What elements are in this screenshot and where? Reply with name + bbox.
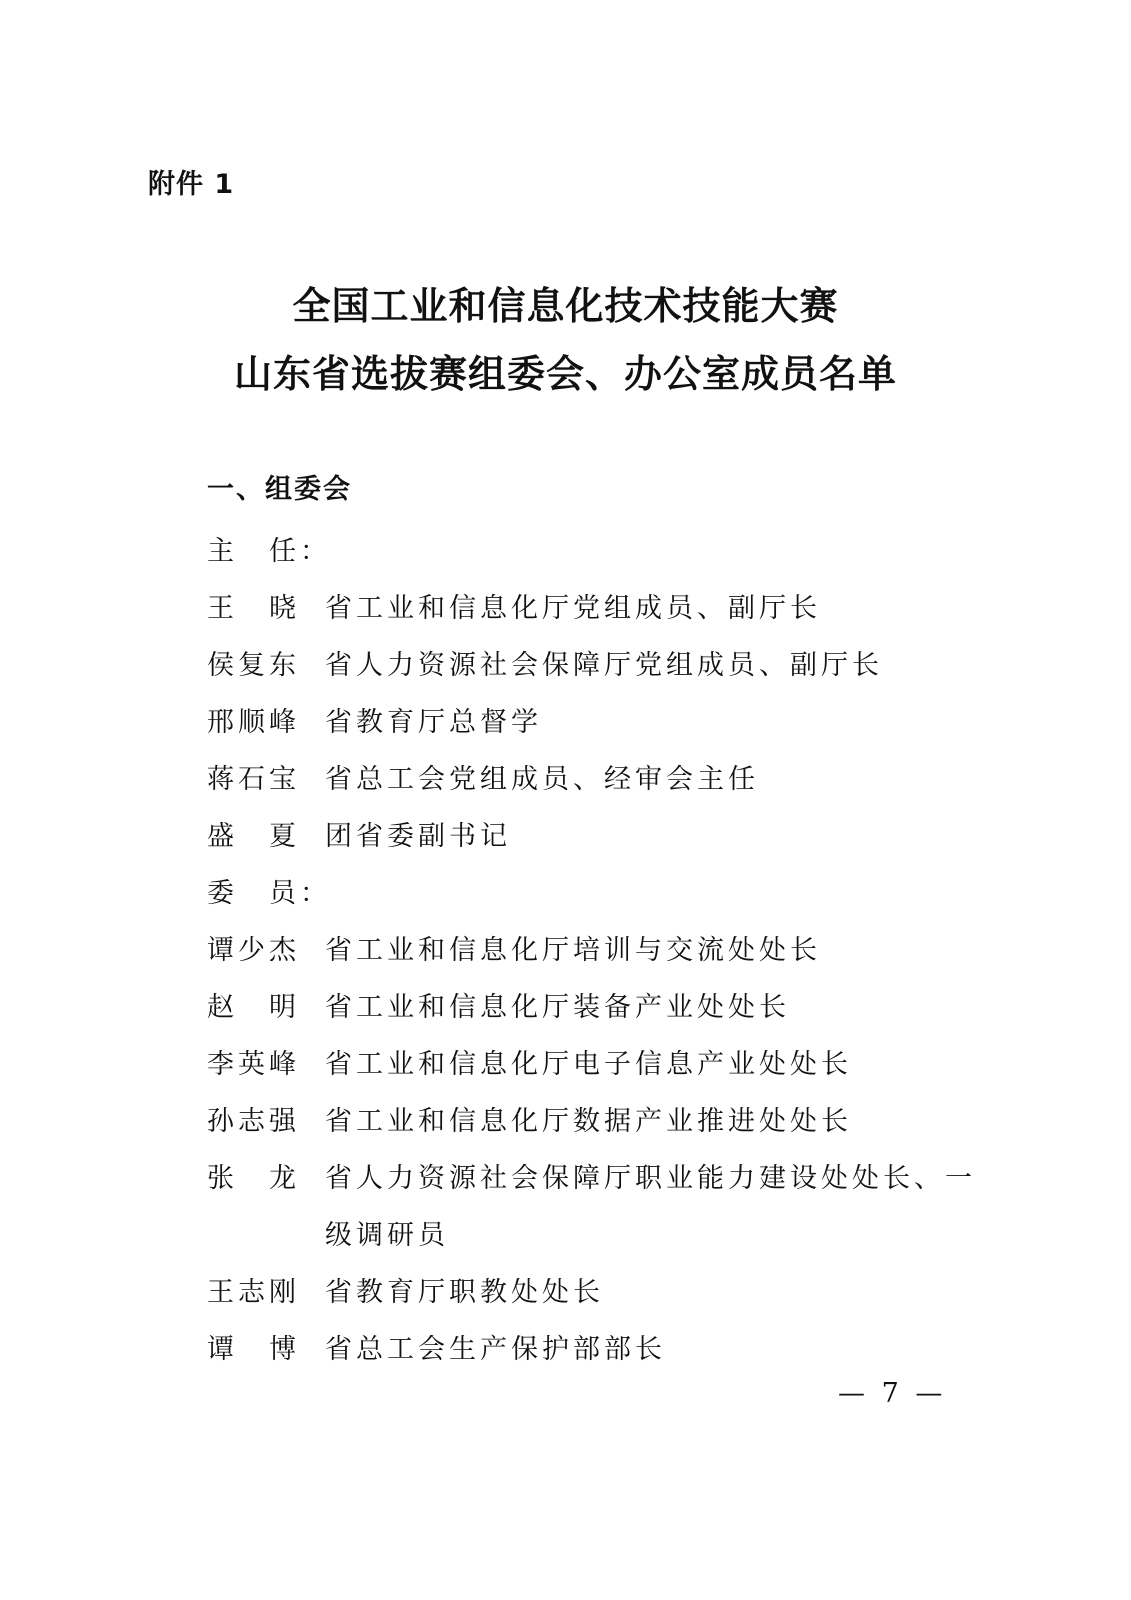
member-name: 李英峰 [207,1049,300,1080]
member-name: 王 晓 [207,593,300,624]
attachment-label: 附件 1 [148,169,235,200]
member-row [207,805,987,862]
group-label-committee [207,862,987,919]
member-title: 省工业和信息化厅装备产业处处长 [325,992,790,1023]
member-name: 盛 夏 [207,821,300,852]
member-name: 赵 明 [207,992,300,1023]
member-title: 省工业和信息化厅数据产业推进处处长 [325,1106,852,1137]
member-name: 邢顺峰 [207,707,300,738]
member-row [207,691,987,748]
member-row [207,1033,987,1090]
member-row [207,1261,987,1318]
member-title-continuation: 级调研员 [325,1220,449,1251]
member-name: 谭少杰 [207,935,300,966]
group-label-director [207,520,987,577]
member-name: 侯复东 [207,650,300,681]
member-title: 省工业和信息化厅培训与交流处处长 [325,935,821,966]
member-name: 张 龙 [207,1163,300,1194]
member-row [207,976,987,1033]
member-title: 团省委副书记 [325,821,511,852]
member-title: 省教育厅总督学 [325,707,542,738]
group-label: 委 员： [207,878,331,909]
member-name: 谭 博 [207,1334,300,1365]
document-title-line-2: 山东省选拔赛组委会、办公室成员名单 [233,352,897,396]
member-title: 省总工会生产保护部部长 [325,1334,666,1365]
member-row-continuation [207,1204,987,1261]
page-number: — 7 — [838,1378,947,1409]
section-heading: 一、组委会 [207,474,352,505]
member-title: 省人力资源社会保障厅党组成员、副厅长 [325,650,883,681]
member-list [207,520,987,1375]
member-row [207,1147,987,1204]
document-title-line-1: 全国工业和信息化技术技能大赛 [292,284,839,328]
member-title: 省总工会党组成员、经审会主任 [325,764,759,795]
member-title: 省人力资源社会保障厅职业能力建设处处长、一 [325,1163,976,1194]
member-name: 孙志强 [207,1106,300,1137]
member-row [207,919,987,976]
member-title: 省工业和信息化厅电子信息产业处处长 [325,1049,852,1080]
member-name: 王志刚 [207,1277,300,1308]
member-row [207,1090,987,1147]
member-row [207,577,987,634]
member-row [207,634,987,691]
member-row [207,1318,987,1375]
member-title: 省教育厅职教处处长 [325,1277,604,1308]
member-title: 省工业和信息化厅党组成员、副厅长 [325,593,821,624]
group-label: 主 任： [207,536,331,567]
member-row [207,748,987,805]
member-name: 蒋石宝 [207,764,300,795]
